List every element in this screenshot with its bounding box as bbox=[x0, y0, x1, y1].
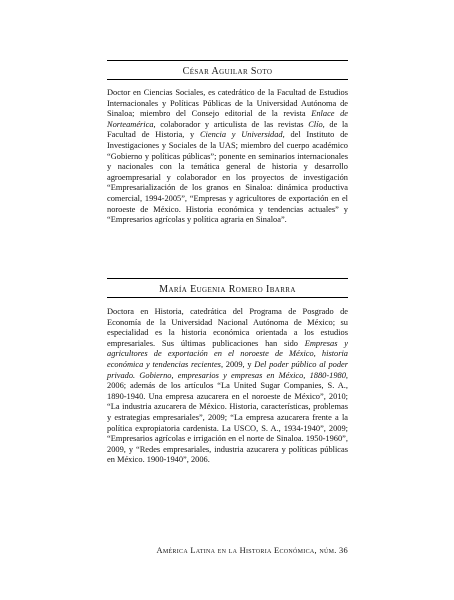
bio-italic-title-5: Ciencia y Universidad bbox=[199, 130, 283, 140]
bio-text-segment-0: Doctora en Historia, catedrática del Programa de Posgrado de Economía de la Universidad Nacional Autónoma de México; su especialidad es la historia económica orientada a los estudios empresariales. Sus últimas publicaciones han sido bbox=[107, 307, 348, 348]
author-name-1: César Aguilar Soto bbox=[182, 66, 273, 77]
top-rule-author-1 bbox=[107, 60, 348, 61]
bio-italic-title-1: Enlace de Norteamérica bbox=[107, 109, 348, 129]
bio-text-segment-2: , colaborador y articulista de las revistas bbox=[153, 119, 309, 129]
author-name-2: María Eugenia Romero Ibarra bbox=[159, 284, 296, 295]
top-rule-author-2 bbox=[107, 278, 348, 279]
bio-text-segment-0: Doctor en Ciencias Sociales, es catedrático de la Facultad de Estudios Internacionales y Políticas Públicas de la Universidad Autónoma de Sinaloa; miembro del Consejo editorial de la revista bbox=[107, 88, 348, 119]
bio-text-segment-4: , 2006; además de los artículos “La United Sugar Companies, S. A., 1890-1940. Una empresa azucarera en el noroeste de México”, 2010; “La industria azucarera de México. Historia, características, problemas y estrategias empresariales”, 2009; “La empresa azucarera frente a la política expropiatoria cardenista. La USCO, S. A., 1934-1940”, 2009; “Empresarios agrícolas e irrigación en el norte de Sinaloa. 1950-1960”, 2009, y “Redes empresariales, industria azucarera y políticas públicas en México. 1900-1940”, 2006. bbox=[107, 370, 348, 465]
bottom-rule-author-2 bbox=[107, 297, 348, 298]
bio-italic-title-1: Empresas y agricultores de exportación en el noroeste de México, historia económica y tendencias recientes bbox=[107, 338, 348, 369]
author-bio-1-text bbox=[107, 88, 348, 226]
bio-italic-title-3: Clío bbox=[308, 119, 323, 129]
author-bio-2-text bbox=[107, 307, 348, 466]
bio-italic-title-3: Del poder público al poder privado. Gobierno, empresarios y empresas en México, 1880-1980 bbox=[107, 359, 349, 380]
author-bio-2 bbox=[107, 307, 348, 466]
bio-text-segment-2: , 2009, y bbox=[220, 359, 255, 369]
author-bio-1 bbox=[107, 88, 348, 226]
bottom-rule-author-1 bbox=[107, 79, 348, 80]
bio-text-segment-6: , del Instituto de Investigaciones y Sociales de la UAS; miembro del cuerpo académico “Gobierno y políticas públicas”; ponente en seminarios internacionales y nacionales con la temática general de historia y desarrollo agroempresarial y colaborador en los proyectos de investigación “Empresarialización de los granos en Sinaloa: dinámica productiva comercial, 1994-2005”, “Empresas y agricultores de exportación en el noroeste de México. Historia económica y tendencias actuales” y “Empresarios agrícolas y política agraria en Sinaloa”. bbox=[107, 130, 348, 225]
bio-text-segment-4: , de la Facultad de Historia, y bbox=[107, 119, 348, 140]
page-footer: América Latina en la Historia Económica, núm. 36 bbox=[156, 546, 348, 555]
